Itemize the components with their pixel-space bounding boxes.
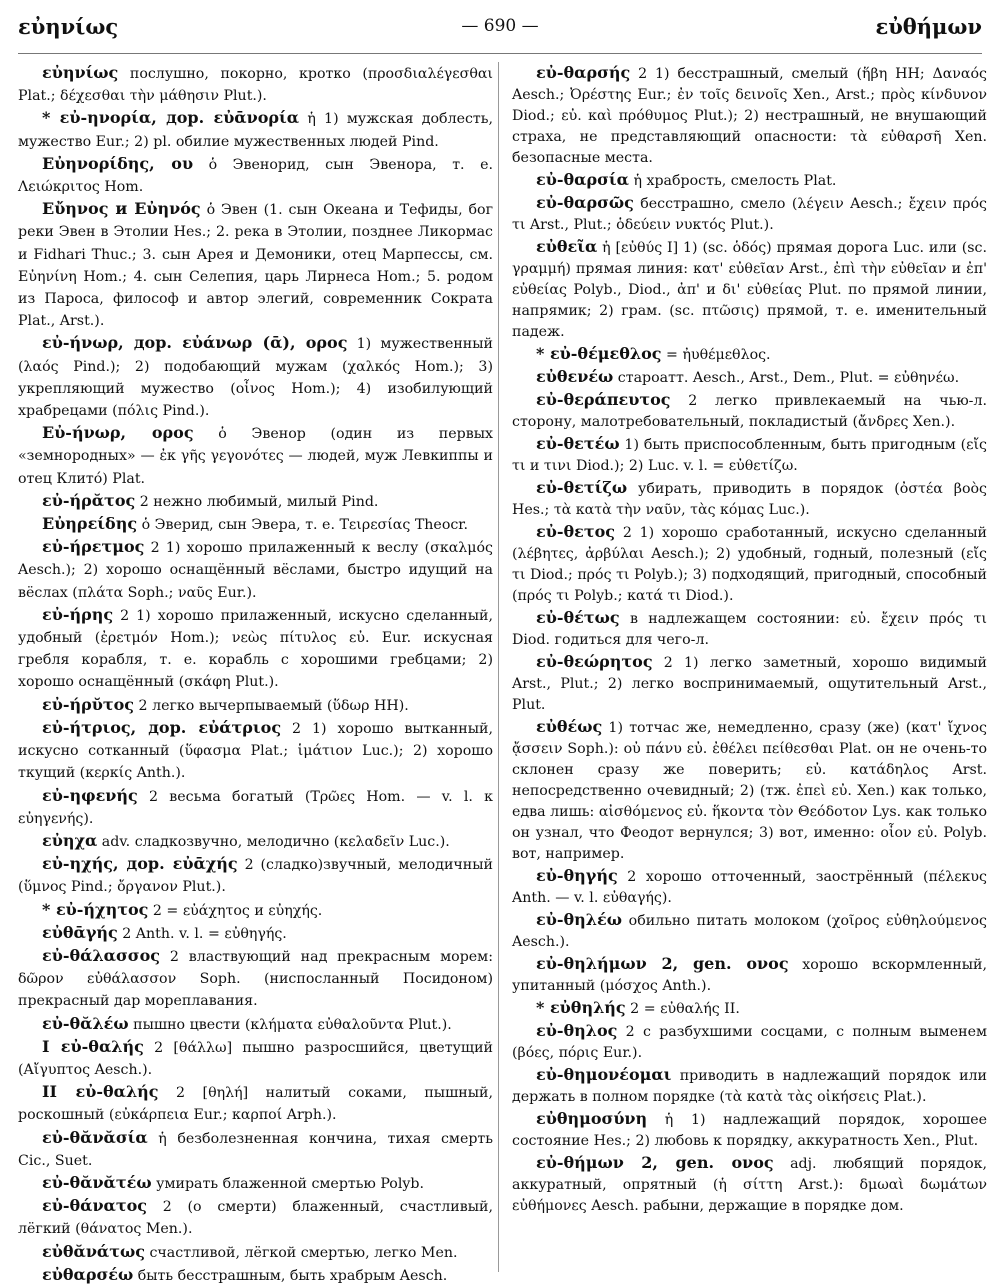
dictionary-entry [18,922,493,945]
entry-definition: 2 [θάλλω] пышно разросшийся, цветущий (Αἴγυπτος Aesch.). [18,1039,498,1078]
entry-headword: εὐθᾰνάτως [42,1241,145,1261]
entry-headword: εὐθενέω [536,367,614,386]
entry-headword: εὐ-ήρετμος [42,537,145,557]
entry-definition: 2 [θηλή] налитый соками, пышный, роскошный (εὐκάρπεια Eur.; καρποί Arph.). [18,1085,498,1124]
entry-headword: Εὐηνορίδης, ου [42,153,194,173]
entry-definition: в надлежащем состоянии: εὐ. ἔχειν πρός τι Diod. годиться для чего-л. [512,611,992,648]
entry-headword: εὐ-θήμων 2, gen. ονος [536,1153,774,1172]
entry-definition: приводить в надлежащий порядок или держать в полном порядке (τὰ κατὰ τὰς οἰκήσεις Plat.). [512,1068,992,1105]
entry-headword: I εὐ-θαλής [42,1036,144,1056]
entry-definition: ἡ безболезненная кончина, тихая смерть Cic., Suet. [18,1130,498,1169]
dictionary-entry [18,830,493,853]
entry-definition: 2 Anth. v. l. = εὐθηγής. [117,925,287,942]
entry-definition: 2 (о смерти) блаженный, счастливый, лёгкий (θάνατος Men.). [18,1199,498,1238]
dictionary-entry [512,62,992,169]
entry-headword: * εὐ-ηνορία, дор. εὐᾱνορία [42,108,300,128]
page-number: — 690 — [461,16,539,36]
entry-definition: 2 с разбухшими сосцами, с полным выменем (βόες, πόρις Eur.). [512,1024,992,1061]
dictionary-entry [18,1241,493,1264]
entry-definition: adj. любящий порядок, аккуратный, опрятный (ἡ σίττη Arst.): δμωαὶ δωμάτων εὐθήμονες Aesch. рабыни, держащие в порядке дом. [512,1156,992,1214]
entry-headword: Εὐ-ήνωρ, ορος [42,423,194,443]
entry-headword: εὐθᾱγής [42,922,118,942]
entry-headword: * εὐ-θέμεθλος [536,344,662,363]
dictionary-entry [512,236,992,343]
entry-headword: εὐ-θαρσής [536,63,631,82]
entry-definition: ὁ Эвенорид, сын Эвенора, т. е. Λειώκριτος Hom. [18,156,498,196]
entry-definition: 1) быть приспособленным, быть пригодным (εἴς τι и τινι Diod.); 2) Luc. v. l. = εὐθετίζω. [512,437,992,474]
dictionary-entry [18,1172,493,1195]
entry-headword: εὐθεῖα [536,237,598,256]
entry-definition: ἡ [εὐθύς I] 1) (sc. ὁδός) прямая дорога Luc. или (sc. γραμμή) прямая линия: κατ' εὐθεῖαν Arst., ἐπὶ τὴν εὐθεῖαν и ἐπ' εὐθείας Polyb., Diod., ἀπ' и δι' εὐθείας Plut. по прямой линии, напрямик; 2) грам. (sc. πτῶσις) прямой, т. е. именительный падеж. [512,240,992,340]
dictionary-entry [18,153,498,198]
dictionary-entry [18,945,498,1013]
dictionary-entry [18,1195,498,1240]
dictionary-entry [512,953,992,997]
entry-headword: εὐ-ήρῠτος [42,694,135,714]
entry-definition: пышно цвести (κλήματα εὐθαλοῦντα Plut.). [128,1016,452,1033]
entry-definition: 2 легко вычерпываемый (ὕδωρ HH). [134,697,409,714]
dictionary-entry [18,694,493,717]
entry-headword: εὐ-θηλήμων 2, gen. ονος [536,954,789,973]
dictionary-entry [512,343,987,366]
entry-headword: εὐ-θετέω [536,434,620,453]
entry-headword: εὐ-θηλέω [536,910,622,929]
entry-headword: εὐ-ήνωρ, дор. εὐάνωρ (ᾱ), ορος [42,333,348,353]
entry-definition: убирать, приводить в порядок (ὀστέα βοὸς Hes.; τὰ κατὰ τὴν ναῦν, τὰς κόμας Luc.). [512,481,992,518]
entry-headword: εὐηνίως [42,63,119,82]
dictionary-entry [512,1152,992,1217]
entry-headword: Εὔηνος и Εὐηνός [42,199,201,219]
entry-definition: послушно, покорно, кротко (προσδιαλέγεσθαι Plat.; δέχεσθαι τὴν μάθησιν Plut.). [18,66,498,105]
dictionary-entry [18,1127,498,1172]
entry-definition: 2 1) бесстрашный, смелый (ἥβη HH; Δαναός Aesch.; Ὀρέστης Eur.; ἐν τοῖς δεινοῖς Xen., Arst.; πρὸς κίνδυνον Diod.; εὐ. καὶ πρόθυμος Plut.); 2) нестрашный, не внушающий страха, не представляющий опасности: τὰ εὐθαρσῆ Xen. безопасные места. [512,66,992,166]
entry-headword: εὐ-θεράπευτος [536,390,671,409]
entry-headword: εὐ-θᾰλέω [42,1013,129,1033]
entry-headword: εὐ-θάλασσος [42,945,160,965]
entry-definition: ὁ Эвенор (один из первых «земнородных» — ἐκ γῆς γεγονότες — людей, муж Левкиппы и отец Клитó) Plat. [18,426,498,487]
dictionary-entry [18,1013,493,1036]
entry-definition: 2 легко привлекаемый на чью-л. сторону, малотребовательный, покладистый (ἄνδρες Xen.). [512,393,992,430]
entry-headword: εὐ-θετίζω [536,478,628,497]
entry-headword: * εὐ-ήχητος [42,899,149,919]
entry-headword: εὐθαρσέω [42,1264,134,1284]
entry-definition: 2 1) хорошо сработанный, искусно сделанный (λέβητες, ἀρβύλαι Aesch.); 2) удобный, годный, полезный (εἴς τι Diod.; πρός τι Polyb.); 3) подходящий, пригодный, способный (πρός τι Polyb.; κατά τι Diod.). [512,525,992,604]
header-rule [18,53,982,54]
left-running-headword: εὐηνίως [18,14,119,39]
entry-headword: * εὐθηλής [536,998,626,1017]
dictionary-entry [512,1020,992,1064]
entry-definition: быть бесстрашным, быть храбрым Aesch. [133,1267,448,1284]
entry-headword: εὐ-θηλος [536,1021,618,1040]
entry-headword: εὐ-ηφενής [42,785,138,805]
entry-headword: εὐ-θαρσῶς [536,193,634,212]
entry-definition: хорошо вскормленный, упитанный (μόσχος Anth.). [512,957,992,994]
dictionary-entry [512,607,992,651]
dictionary-entry [512,716,992,865]
entry-headword: II εὐ-θαλής [42,1082,159,1102]
dictionary-entry [512,366,987,389]
entry-headword: Εὐηρείδης [42,514,138,534]
entry-headword: εὐ-θημονέομαι [536,1065,672,1084]
dictionary-entry [512,909,992,953]
entry-definition: обильно питать молоком (χοῖρος εὐθηλούμενος Aesch.). [512,913,992,950]
dictionary-entry [18,198,498,332]
entry-definition: 2 хорошо отточенный, заострённый (πέλεκυς Anth. — v. l. εὐθαγής). [512,869,992,906]
dictionary-entry [18,490,493,513]
entry-definition: 2 весьма богатый (Τρῶες Hom. — v. l. κ εὐηγενής). [18,788,498,827]
entry-definition: 2 властвующий над прекрасным морем: δῶρον εὐθάλασσον Soph. (ниспосланный Посидоном) прекрасный дар мореплавания. [18,948,498,1010]
entry-definition: 2 = εὐάχητος и εὐηχής. [148,902,323,919]
entry-headword: εὐ-ηχής, дор. εὐᾱχής [42,854,238,874]
entry-definition: ὁ Эвен (1. сын Океана и Тефиды, бог реки Эвен в Этолии Hes.; 2. река в Этолии, позднее Ликормас и Fidhari Thuc.; 3. сын Арея и Демоники, отец Марпессы, см. Εὐηνίνη Hom.; 4. сын Селепия, царь Лирнеса Hom.; 5. родом из Пароса, философ и автор элегий, современник Сократа Plat., Arst.). [18,202,498,330]
entry-definition: 2 1) хорошо вытканный, искусно сотканный (ὕφασμα Plat.; ἱμάτιον Luc.); 2) хорошо ткущий (κερκίς Anth.). [18,720,498,782]
dictionary-entry [512,651,992,716]
entry-headword: εὐ-ήρᾰτος [42,490,136,510]
right-column [512,62,992,1276]
dictionary-entry [512,477,992,521]
dictionary-entry [18,1264,493,1287]
entry-definition: ὁ Эверид, сын Эвера, т. е. Τειρεσίας Theocr. [137,517,469,534]
dictionary-entry [18,332,498,422]
entry-definition: 2 1) хорошо прилаженный, искусно сделанный, удобный (ἐρετμόν Hom.); νεὼς πίτυλος εὐ. Eur. искусная гребля корабля, т. е. корабль с хорошими гребцами; 2) хорошо оснащённый (σκάφη Plut.). [18,607,498,691]
entry-headword: εὐ-θᾰνᾰτέω [42,1172,152,1192]
dictionary-entry [18,62,498,107]
dictionary-entry [18,1081,498,1126]
entry-headword: εὐηχα [42,830,98,850]
entry-definition: 2 нежно любимый, милый Pind. [135,493,379,510]
entry-definition: 2 = εὐθαλής II. [625,1001,740,1017]
dictionary-entry [512,865,992,909]
dictionary-entry [512,1064,992,1108]
dictionary-entry [18,1036,498,1081]
entry-definition: ἡ 1) надлежащий порядок, хорошее состояние Hes.; 2) любовь к порядку, аккуратность Xen., Plut. [512,1112,992,1149]
page-header [18,14,982,44]
dictionary-entry [512,997,987,1020]
entry-definition: староатт. Aesch., Arst., Dem., Plut. = εὐθηνέω. [613,370,960,386]
entry-headword: εὐθέως [536,717,603,736]
dictionary-entry [18,899,493,922]
dictionary-entry [18,604,498,694]
dictionary-entry [512,192,992,236]
dictionary-entry [18,717,498,785]
dictionary-entry [18,107,498,152]
entry-definition: 2 (сладко)звучный, мелодичный (ὕμνος Pind.; ὄργανον Plut.). [18,857,498,896]
entry-definition: = ἠυθέμεθλος. [661,347,771,363]
entry-headword: εὐ-θέτως [536,608,620,627]
entry-headword: εὐ-ήρης [42,604,114,624]
entry-definition: 1) мужественный (λαός Pind.); 2) подобающий мужам (χαλκός Hom.); 3) укрепляющий мужество (οἶνος Hom.); 4) изобилующий храбрецами (πόλις Pind.). [18,336,498,420]
entry-definition: ἡ храбрость, смелость Plat. [628,173,837,189]
entry-headword: εὐ-ήτριος, дор. εὐάτριος [42,717,282,737]
left-column [18,62,498,1284]
column-divider [498,62,499,1272]
entry-headword: εὐ-θεώρητος [536,652,653,671]
dictionary-entry [512,521,992,607]
dictionary-entry [512,433,992,477]
entry-headword: εὐ-θηγής [536,866,618,885]
dictionary-entry [512,389,992,433]
entry-headword: εὐ-θᾰνᾰσία [42,1127,148,1147]
entry-definition: adv. сладкозвучно, мелодично (κελαδεῖν Luc.). [97,833,450,850]
dictionary-entry [512,1108,992,1152]
entry-definition: 2 1) легко заметный, хорошо видимый Arst., Plut.; 2) легко воспринимаемый, ощутительный Arst., Plut. [512,655,992,713]
dictionary-entry [18,536,498,604]
entry-definition: 2 1) хорошо прилаженный к веслу (σκαλμός Aesch.); 2) хорошо оснащённый вёслами, быстро идущий на вёслах (πλάτα Soph.; ναῦς Eur.). [18,540,498,601]
entry-headword: εὐ-θάνατος [42,1196,148,1216]
entry-definition: умирать блаженной смертью Polyb. [151,1175,424,1192]
entry-definition: счастливой, лёгкой смертью, легко Men. [144,1244,458,1261]
entry-headword: εὐ-θαρσία [536,170,629,189]
entry-definition: бесстрашно, смело (λέγειν Aesch.; ἔχειν πρός τι Arst., Plut.; ὁδεύειν νυκτός Plut.). [512,196,992,233]
dictionary-entry [18,785,498,830]
dictionary-entry [512,169,987,192]
entry-headword: εὐθημοσύνη [536,1109,648,1128]
right-running-headword: εὐθήμων [875,14,982,39]
dictionary-entry [18,422,498,490]
dictionary-entry [18,513,493,536]
entry-definition: ἡ 1) мужская доблесть, мужество Eur.; 2) pl. обилие мужественных людей Pind. [18,111,498,150]
dictionary-entry [18,853,498,898]
entry-headword: εὐ-θετος [536,522,616,541]
entry-definition: 1) тотчас же, немедленно, сразу (же) (κατ' ἴχνος ᾄσσειν Soph.): οὐ πάνυ εὐ. ἐθέλει πείθεσθαι Plat. он не очень-то склонен сразу же поверить; εὐ. κατάδηλος Arst. непосредственно очевидный; 2) (тж. ἐπεὶ εὐ. Xen.) как только, едва лишь: αἰσθόμενος εὐ. ἥκοντα τὸν Θεόδοτον Lys. как только он узнал, что Феодот вернулся; 3) вот, именно: οἷον εὐ. Polyb. вот, например. [512,720,992,862]
